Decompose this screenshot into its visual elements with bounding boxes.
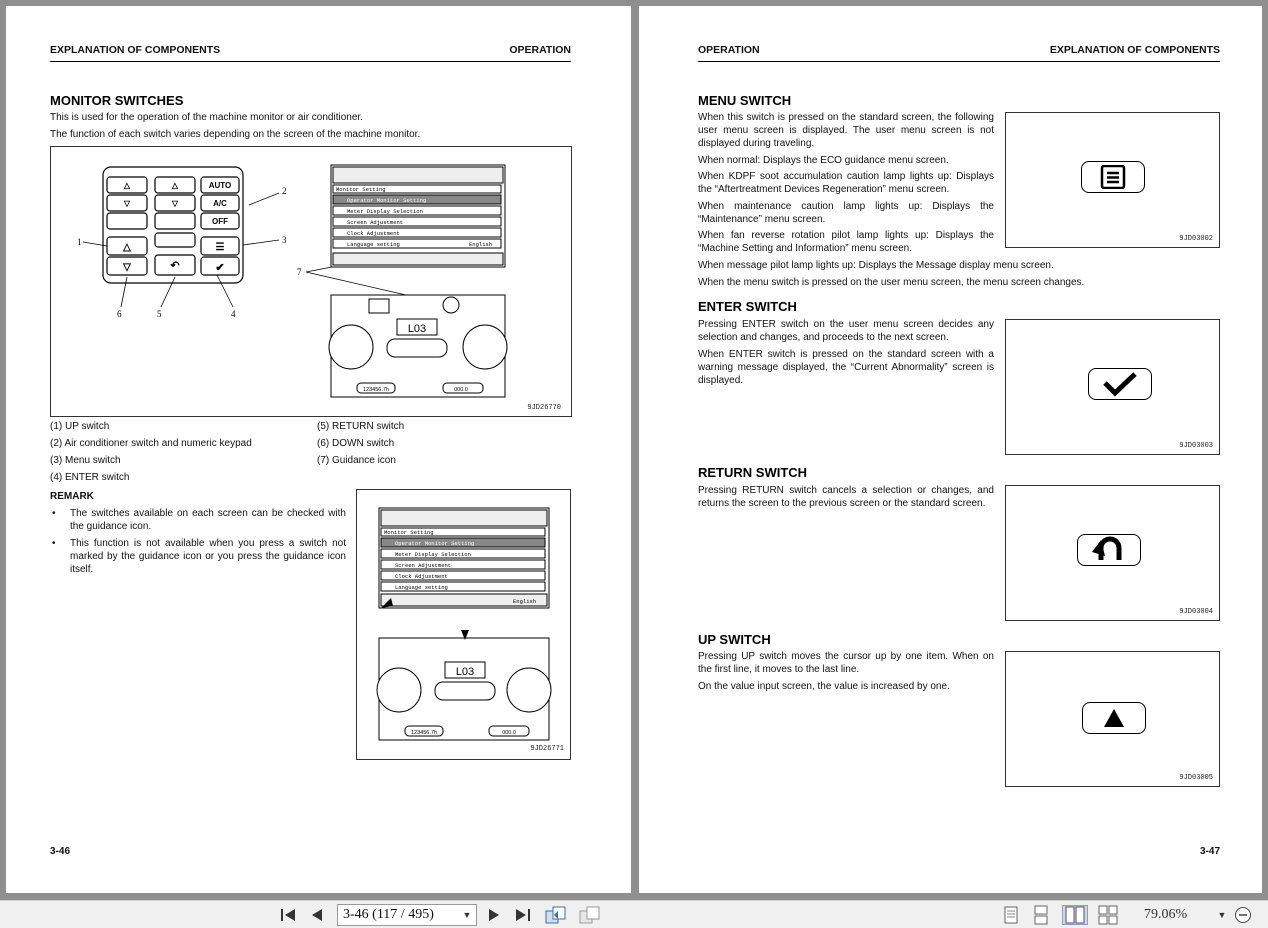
svg-text:Operator Monitor Setting: Operator Monitor Setting — [347, 197, 427, 204]
svg-text:3: 3 — [282, 235, 287, 245]
page-number: 3-46 — [50, 846, 71, 857]
svg-text:7: 7 — [297, 267, 302, 277]
facing-icon[interactable] — [1062, 905, 1088, 925]
legend-item-4: (4) ENTER switch — [50, 472, 130, 483]
figure-code: 9JD26770 — [527, 404, 561, 412]
svg-text:AUTO: AUTO — [208, 181, 232, 190]
svg-text:△: △ — [123, 181, 131, 190]
svg-text:☰: ☰ — [215, 242, 225, 253]
enter-switch-title: ENTER SWITCH — [698, 299, 797, 314]
svg-text:Screen Adjustment: Screen Adjustment — [395, 562, 452, 569]
svg-text:✔: ✔ — [215, 262, 225, 274]
page-number: 3-47 — [1199, 846, 1220, 857]
legend-item-7: (7) Guidance icon — [317, 455, 396, 466]
svg-text:↶: ↶ — [170, 260, 180, 272]
svg-text:Operator Monitor Setting: Operator Monitor Setting — [395, 540, 475, 547]
previous-page-icon[interactable] — [307, 905, 327, 925]
zoom-level[interactable]: 79.06% — [1144, 907, 1188, 922]
menu-icon — [1081, 161, 1145, 193]
svg-text:000.0: 000.0 — [502, 730, 516, 736]
svg-text:Screen Adjustment: Screen Adjustment — [347, 219, 404, 226]
menu-switch-para-7: When the menu switch is pressed on the user menu screen, the menu screen changes. — [698, 277, 1085, 288]
up-switch-title: UP SWITCH — [698, 632, 771, 647]
svg-text:OFF: OFF — [212, 217, 228, 226]
figure-code: 9JD03005 — [1179, 774, 1213, 782]
guidance-icon-figure — [356, 489, 571, 760]
menu-switch-para-4: When maintenance caution lamp lights up: Displays the “Maintenance” menu screen. — [698, 201, 994, 225]
left-document-page — [6, 6, 631, 893]
svg-text:△: △ — [123, 242, 131, 253]
svg-text:△: △ — [171, 181, 179, 190]
svg-text:2: 2 — [282, 186, 287, 196]
previous-view-icon[interactable] — [544, 905, 568, 925]
remark-item-2: • This function is not available when you press a switch not marked by the guidance icon or you press the guidance icon itself. — [52, 538, 346, 575]
monitor-switches-figure — [50, 146, 572, 417]
page-dropdown-icon[interactable]: ▼ — [462, 910, 472, 920]
monitor-switches-diagram — [51, 147, 571, 416]
up-switch-para-2: On the value input screen, the value is increased by one. — [698, 681, 950, 692]
right-document-page — [639, 6, 1262, 893]
menu-switch-para-2: When normal: Displays the ECO guidance menu screen. — [698, 155, 949, 166]
next-page-icon[interactable] — [484, 905, 504, 925]
svg-text:123456.7h: 123456.7h — [363, 387, 389, 393]
svg-text:Meter Display Selection: Meter Display Selection — [347, 208, 423, 215]
return-switch-figure — [1005, 485, 1220, 621]
svg-text:Monitor Setting: Monitor Setting — [336, 186, 386, 193]
menu-switch-para-6: When message pilot lamp lights up: Displays the Message display menu screen. — [698, 260, 1054, 271]
menu-switch-figure — [1005, 112, 1220, 248]
svg-text:▽: ▽ — [123, 199, 131, 208]
last-page-icon[interactable] — [512, 905, 534, 925]
running-header-left: EXPLANATION OF COMPONENTS — [50, 44, 221, 56]
svg-text:123456.7h: 123456.7h — [411, 730, 437, 736]
up-switch-para-1: Pressing UP switch moves the cursor up by one item. When on the first line, it moves to the last line. — [698, 651, 994, 675]
menu-switch-para-1: When this switch is pressed on the standard screen, the following user menu screen is displayed. The user menu screen is not displayed during traveling. — [698, 112, 994, 149]
menu-switch-para-5: When fan reverse rotation pilot lamp lights up: Displays the “Machine Setting and Information” menu screen. — [698, 230, 994, 254]
header-rule — [50, 61, 571, 62]
up-triangle-icon — [1082, 702, 1146, 734]
first-page-icon[interactable] — [277, 905, 299, 925]
figure-code: 9JD03004 — [1179, 608, 1213, 616]
monitor-setting-screen — [331, 165, 505, 267]
single-page-icon[interactable] — [1000, 905, 1022, 925]
zoom-dropdown-icon[interactable]: ▼ — [1217, 910, 1227, 920]
section-title: MONITOR SWITCHES — [50, 93, 184, 108]
checkmark-icon — [1088, 368, 1152, 400]
intro-line-1: This is used for the operation of the machine monitor or air conditioner. — [50, 112, 363, 123]
return-switch-title: RETURN SWITCH — [698, 465, 808, 480]
legend-item-5: (5) RETURN switch — [317, 421, 405, 432]
running-header-right: OPERATION — [509, 44, 571, 56]
svg-text:Meter Display Selection: Meter Display Selection — [395, 551, 471, 558]
svg-text:000.0: 000.0 — [454, 387, 468, 393]
svg-text:L03: L03 — [407, 323, 427, 335]
remark-item-1: • The switches available on each screen can be checked with the guidance icon. — [52, 508, 346, 532]
svg-text:English: English — [513, 598, 537, 605]
svg-text:4: 4 — [231, 309, 236, 319]
figure-code: 9JD26771 — [530, 745, 564, 753]
enter-switch-para-2: When ENTER switch is pressed on the standard screen with a warning message displayed, the “Current Abnormality” screen is displayed. — [698, 349, 994, 386]
svg-text:Language setting: Language setting — [395, 584, 448, 591]
intro-line-2: The function of each switch varies depending on the screen of the machine monitor. — [50, 129, 421, 140]
svg-text:▽: ▽ — [123, 262, 131, 273]
svg-text:L03: L03 — [455, 666, 475, 678]
next-view-icon[interactable] — [578, 905, 602, 925]
enter-switch-para-1: Pressing ENTER switch on the user menu screen decides any selection and changes, and proceeds to the next screen. — [698, 319, 994, 343]
figure-code: 9JD03003 — [1179, 442, 1213, 450]
continuous-facing-icon[interactable] — [1096, 905, 1120, 925]
viewer-toolbar — [0, 900, 1268, 928]
svg-text:6: 6 — [117, 309, 122, 319]
legend-item-1: (1) UP switch — [50, 421, 110, 432]
svg-text:English: English — [469, 241, 493, 248]
svg-text:Clock Adjustment: Clock Adjustment — [395, 573, 448, 580]
legend-item-6: (6) DOWN switch — [317, 438, 395, 449]
running-header-right: EXPLANATION OF COMPONENTS — [1049, 44, 1220, 56]
zoom-out-icon[interactable] — [1232, 905, 1254, 925]
remark-title: REMARK — [50, 491, 94, 502]
return-arrow-icon — [1077, 534, 1141, 566]
page-number-field[interactable]: 3-46 (117 / 495) ▼ — [337, 904, 477, 926]
header-rule — [698, 61, 1220, 62]
svg-text:1: 1 — [77, 237, 82, 247]
menu-switch-para-3: When KDPF soot accumulation caution lamp lights up: Displays the “Aftertreatment Devices Regeneration” menu screen. — [698, 171, 994, 195]
figure-code: 9JD03002 — [1179, 235, 1213, 243]
svg-text:Language setting: Language setting — [347, 241, 400, 248]
svg-text:5: 5 — [157, 309, 162, 319]
return-switch-para-1: Pressing RETURN switch cancels a selection or changes, and returns the screen to the previous screen or the standard screen. — [698, 485, 994, 509]
legend-item-2: (2) Air conditioner switch and numeric keypad — [50, 438, 252, 449]
svg-text:A/C: A/C — [213, 199, 227, 208]
running-header-left: OPERATION — [698, 44, 760, 56]
guidance-icon-diagram — [357, 490, 570, 759]
up-switch-figure — [1005, 651, 1220, 787]
continuous-icon[interactable] — [1030, 905, 1052, 925]
menu-switch-title: MENU SWITCH — [698, 93, 792, 108]
svg-text:▽: ▽ — [171, 199, 179, 208]
svg-text:Clock Adjustment: Clock Adjustment — [347, 230, 400, 237]
svg-text:Monitor Setting: Monitor Setting — [384, 529, 434, 536]
enter-switch-figure — [1005, 319, 1220, 455]
legend-item-3: (3) Menu switch — [50, 455, 121, 466]
standard-screen — [329, 295, 507, 397]
